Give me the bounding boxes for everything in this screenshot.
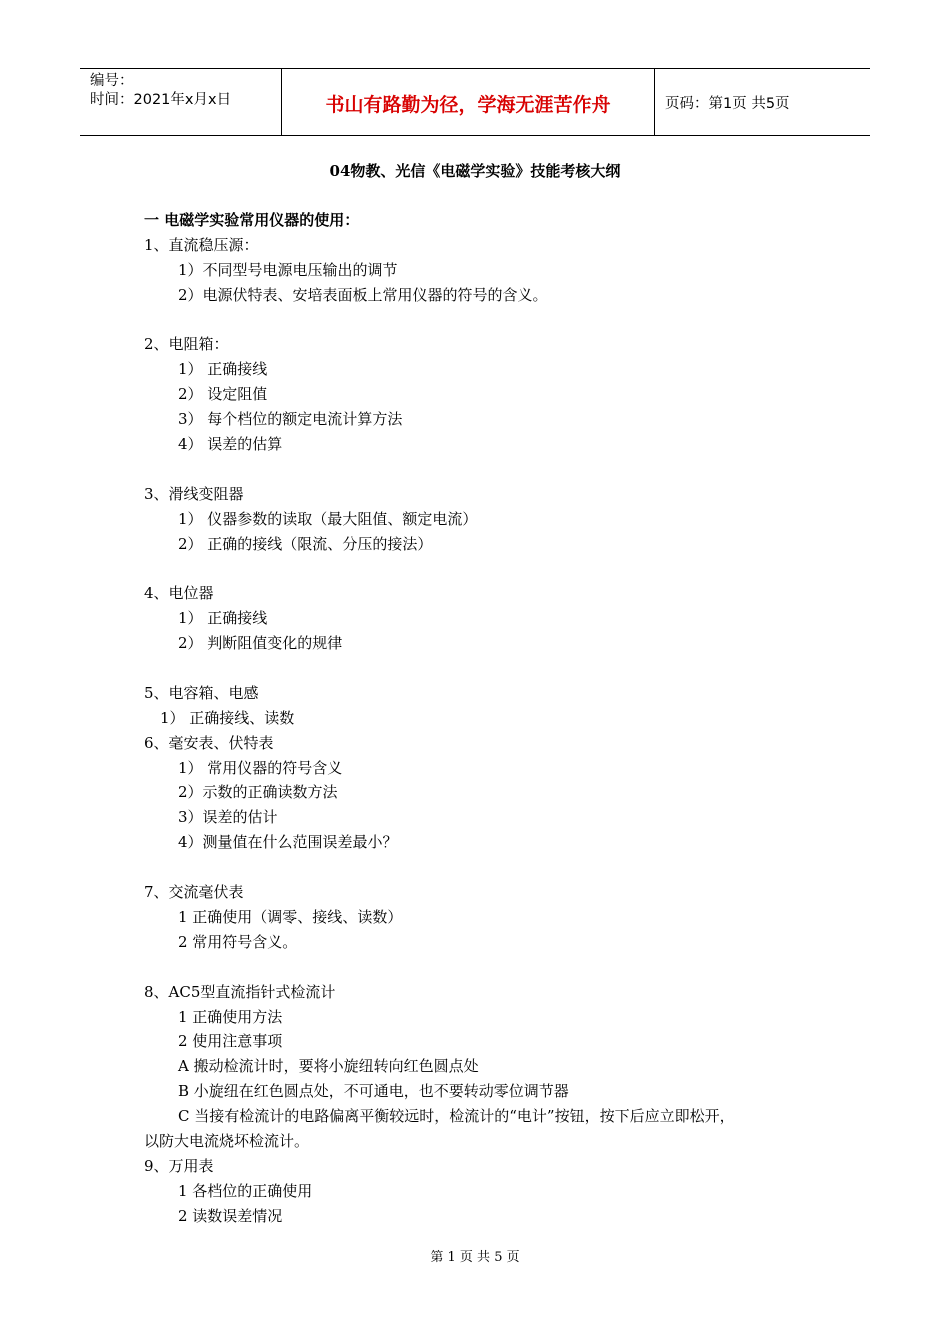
item-heading: 1、直流稳压源： (144, 235, 259, 254)
sub-item: 2 读数误差情况 (178, 1206, 283, 1225)
sub-item: 1 正确使用（调零、接线、读数） (178, 907, 403, 926)
sub-item: 2） 判断阻值变化的规律 (178, 634, 343, 653)
time-label: 时间：2021年x月x日 (90, 92, 232, 108)
item-heading: 5、电容箱、电感 (144, 683, 259, 702)
section-heading: 一 电磁学实验常用仪器的使用： (144, 211, 360, 229)
item-heading: 9、万用表 (144, 1156, 214, 1175)
sub-item: 4）测量值在什么范围误差最小？ (178, 833, 398, 852)
header-motto: 书山有路勤为径，学海无涯苦作舟 (282, 69, 655, 135)
sub-item: 1） 正确接线 (178, 609, 268, 628)
sub-item: 4） 误差的估算 (178, 435, 283, 454)
sub-item: 2）示数的正确读数方法 (178, 783, 338, 802)
sub-item: 1） 常用仪器的符号含义 (178, 758, 343, 777)
sub-item: 1） 仪器参数的读取（最大阻值、额定电流） (178, 509, 478, 528)
sub-item-continuation: 以防大电流烧坏检流计。 (144, 1131, 310, 1150)
sub-item: 2 使用注意事项 (178, 1032, 283, 1051)
sub-item: C 当接有检流计的电路偏离平衡较远时，检流计的“电计”按钮，按下后应立即松开， (178, 1107, 735, 1126)
sub-item: 2） 设定阻值 (178, 385, 268, 404)
spacer (144, 556, 834, 581)
sub-item: 1） 正确接线、读数 (160, 708, 295, 727)
sub-item: A 搬动检流计时，要将小旋纽转向红色圆点处 (178, 1057, 479, 1076)
spacer (144, 855, 834, 880)
item-heading: 3、滑线变阻器 (144, 484, 244, 503)
spacer (144, 656, 834, 681)
item-heading: 8、AC5型直流指针式检流计 (144, 982, 336, 1001)
spacer (144, 457, 834, 482)
header-meta-cell (80, 69, 282, 135)
header-page-info: 页码：第1页 共5页 (665, 95, 790, 112)
item-heading: 6、毫安表、伏特表 (144, 733, 274, 752)
sub-item: B 小旋纽在红色圆点处，不可通电，也不要转动零位调节器 (178, 1082, 569, 1101)
page-footer: 第 1 页 共 5 页 (430, 1250, 520, 1265)
document-title: 04物教、光信《电磁学实验》技能考核大纲 (329, 162, 621, 180)
sub-item: 2 常用符号含义。 (178, 932, 298, 951)
sub-item: 2） 正确的接线（限流、分压的接法） (178, 534, 433, 553)
number-label: 编号： (90, 73, 134, 89)
page-header (80, 68, 870, 136)
spacer (144, 955, 834, 980)
sub-item: 3） 每个档位的额定电流计算方法 (178, 410, 403, 429)
sub-item: 1） 正确接线 (178, 360, 268, 379)
document-body (144, 208, 834, 1229)
sub-item: 1）不同型号电源电压输出的调节 (178, 260, 398, 279)
item-heading: 4、电位器 (144, 584, 214, 603)
sub-item: 2）电源伏特表、安培表面板上常用仪器的符号的含义。 (178, 285, 548, 304)
spacer (144, 308, 834, 333)
item-heading: 7、交流毫伏表 (144, 883, 244, 902)
sub-item: 3）误差的估计 (178, 808, 278, 827)
sub-item: 1 正确使用方法 (178, 1007, 283, 1026)
item-heading: 2、电阻箱： (144, 335, 229, 354)
sub-item: 1 各档位的正确使用 (178, 1181, 313, 1200)
